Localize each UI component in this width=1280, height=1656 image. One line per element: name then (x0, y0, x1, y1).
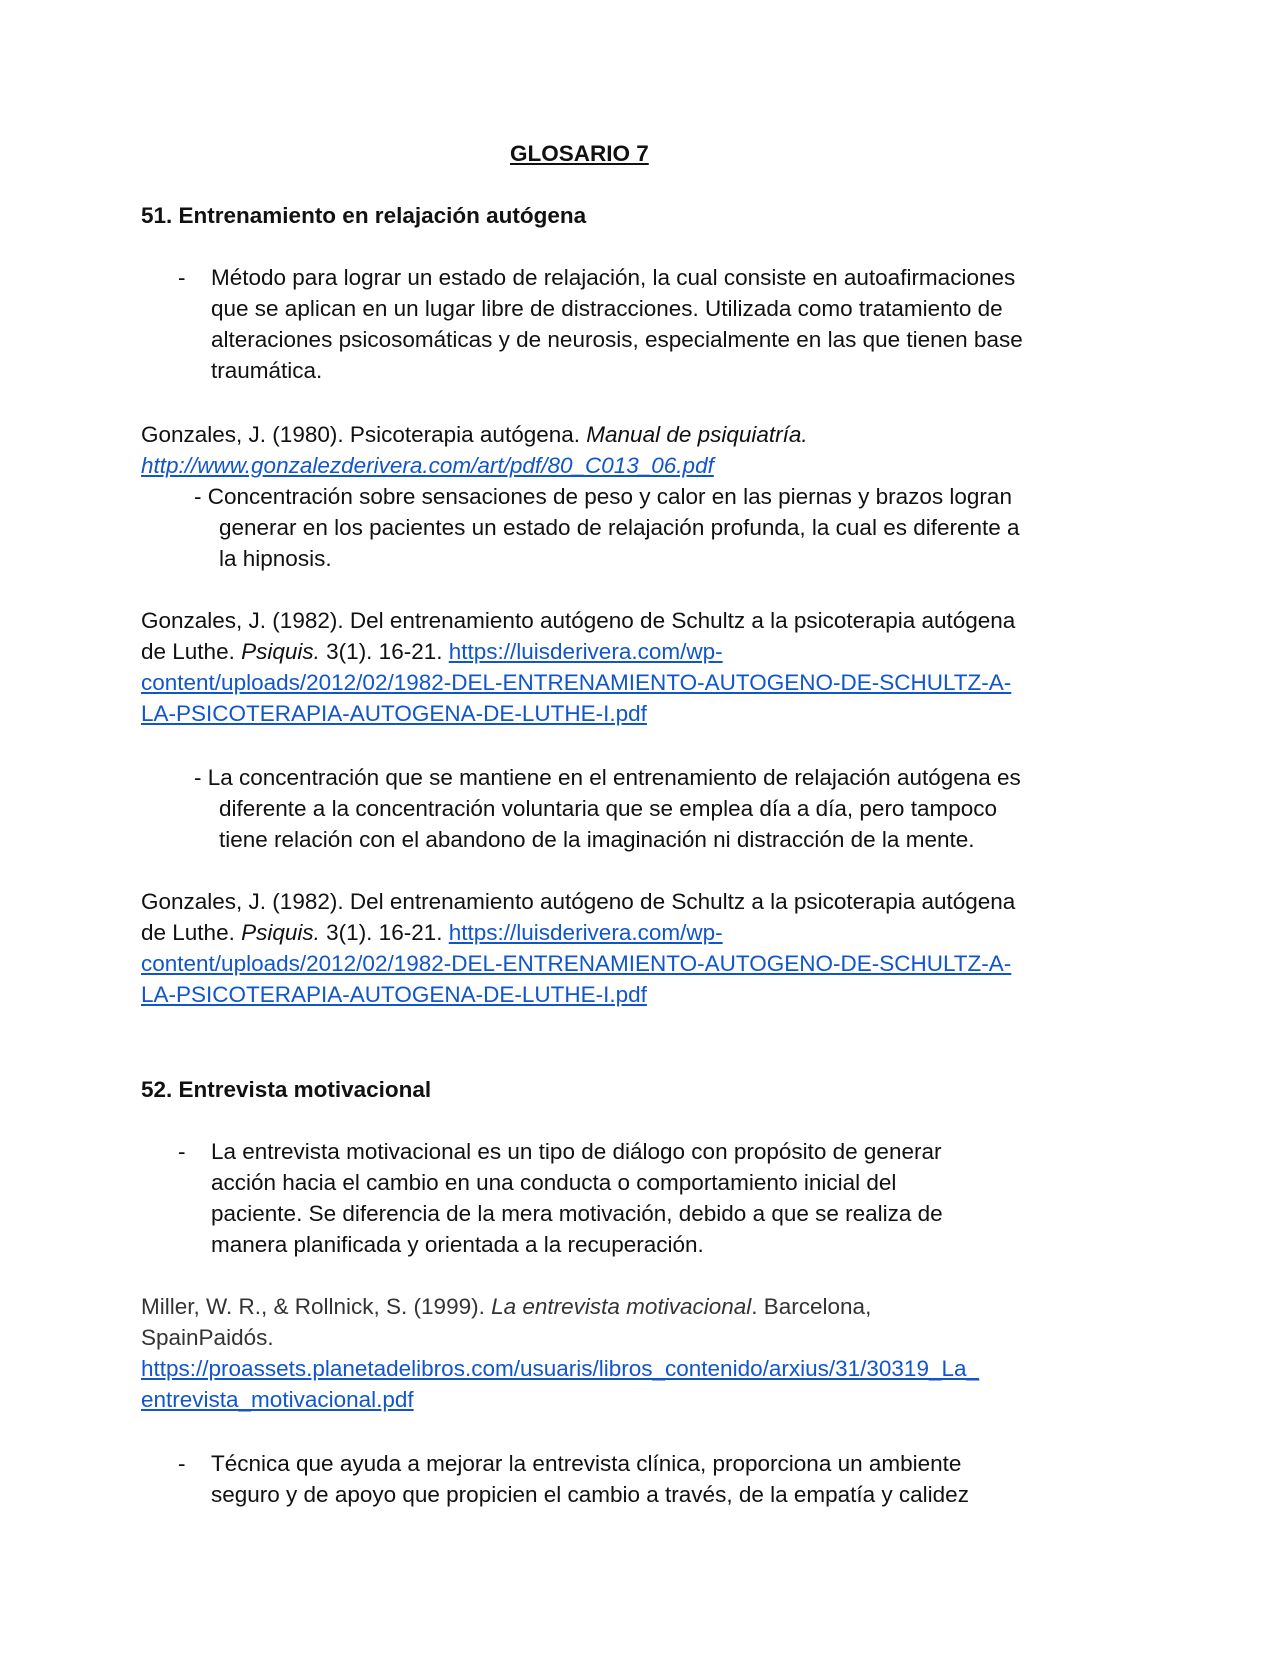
reference-authors: Miller, W. R., & Rollnick, S. (1999). (141, 1294, 485, 1319)
reference-volume: 3(1). 16-21. (326, 639, 443, 664)
reference-link[interactable]: https://luisderivera.com/wp- (448, 639, 723, 664)
entry-51-definition-3-line: tiene relación con el abandono de la imaginación ni distracción de la mente. (219, 827, 975, 852)
reference-journal: Psiquis. (241, 639, 320, 664)
entry-51-definition-2-line: generar en los pacientes un estado de relajación profunda, la cual es diferente a (219, 515, 1020, 540)
entry-52-definition-1-line: manera planificada y orientada a la recuperación. (211, 1232, 704, 1257)
entry-51-definition-1-line: Método para lograr un estado de relajación, la cual consiste en autoafirmaciones (211, 265, 1016, 290)
entry-51-reference-3-line (141, 917, 723, 948)
reference-book: La entrevista motivacional (491, 1294, 752, 1319)
reference-link[interactable]: https://proassets.planetadelibros.com/usuaris/libros_contenido/arxius/31/30319_La_ (141, 1356, 980, 1381)
bullet-marker: - (178, 1139, 186, 1164)
reference-link[interactable]: entrevista_motivacional.pdf (141, 1387, 414, 1412)
entry-51-reference-3-url-line (141, 948, 1011, 979)
entry-51-reference-3-line: Gonzales, J. (1982). Del entrenamiento autógeno de Schultz a la psicoterapia autógena (141, 889, 1016, 914)
reference-link[interactable]: LA-PSICOTERAPIA-AUTOGENA-DE-LUTHE-I.pdf (141, 982, 647, 1007)
entry-52-reference-1-line (141, 1291, 871, 1322)
entry-52-definition-1-line: acción hacia el cambio en una conducta o comportamiento inicial del (211, 1170, 897, 1195)
entry-51-definition-1-line: alteraciones psicosomáticas y de neurosis, especialmente en las que tienen base (211, 327, 1023, 352)
reference-text: Gonzales, J. (1980). Psicoterapia autógena. (141, 422, 581, 447)
reference-text: de Luthe. (141, 639, 235, 664)
entry-51-reference-1 (141, 419, 808, 450)
bullet-marker: - (178, 1451, 186, 1476)
bullet-marker: - (178, 265, 186, 290)
reference-publisher: . Barcelona, (751, 1294, 872, 1319)
reference-journal: Manual de psiquiatría. (586, 422, 808, 447)
entry-52-reference-1-line: SpainPaidós. (141, 1325, 274, 1350)
entry-51-definition-1-line: que se aplican en un lugar libre de distracciones. Utilizada como tratamiento de (211, 296, 1003, 321)
entry-52-reference-1-url-line (141, 1353, 979, 1384)
entry-51-definition-3-line: - La concentración que se mantiene en el entrenamiento de relajación autógena es (194, 765, 1021, 790)
entry-52-heading: 52. Entrevista motivacional (141, 1077, 432, 1102)
entry-51-definition-1-line: traumática. (211, 358, 323, 383)
entry-51-reference-2-url-line (141, 667, 1011, 698)
entry-51-reference-1-url-line (141, 450, 714, 481)
entry-52-definition-1-line: La entrevista motivacional es un tipo de diálogo con propósito de generar (211, 1139, 942, 1164)
entry-51-reference-3-url-line (141, 979, 647, 1010)
entry-51-reference-2-line (141, 636, 723, 667)
page-title: GLOSARIO 7 (510, 141, 649, 166)
reference-link[interactable]: content/uploads/2012/02/1982-DEL-ENTRENAMIENTO-AUTOGENO-DE-SCHULTZ-A- (141, 670, 1012, 695)
reference-volume: 3(1). 16-21. (326, 920, 443, 945)
entry-51-heading: 51. Entrenamiento en relajación autógena (141, 203, 587, 228)
reference-link[interactable]: content/uploads/2012/02/1982-DEL-ENTRENAMIENTO-AUTOGENO-DE-SCHULTZ-A- (141, 951, 1012, 976)
entry-51-reference-2-line: Gonzales, J. (1982). Del entrenamiento autógeno de Schultz a la psicoterapia autógena (141, 608, 1016, 633)
entry-51-definition-2-line: - Concentración sobre sensaciones de peso y calor en las piernas y brazos logran (194, 484, 1012, 509)
reference-text: de Luthe. (141, 920, 235, 945)
entry-51-definition-2-line: la hipnosis. (219, 546, 332, 571)
reference-link[interactable]: LA-PSICOTERAPIA-AUTOGENA-DE-LUTHE-I.pdf (141, 701, 647, 726)
reference-link[interactable]: https://luisderivera.com/wp- (448, 920, 723, 945)
entry-51-reference-2-url-line (141, 698, 647, 729)
reference-link[interactable]: http://www.gonzalezderivera.com/art/pdf/80_C013_06.pdf (141, 453, 714, 478)
reference-journal: Psiquis. (241, 920, 320, 945)
entry-51-definition-3-line: diferente a la concentración voluntaria que se emplea día a día, pero tampoco (219, 796, 997, 821)
entry-52-definition-2-line: Técnica que ayuda a mejorar la entrevista clínica, proporciona un ambiente (211, 1451, 962, 1476)
entry-52-definition-2-line: seguro y de apoyo que propicien el cambio a través, de la empatía y calidez (211, 1482, 969, 1507)
entry-52-reference-1-url-line (141, 1384, 414, 1415)
entry-52-definition-1-line: paciente. Se diferencia de la mera motivación, debido a que se realiza de (211, 1201, 943, 1226)
